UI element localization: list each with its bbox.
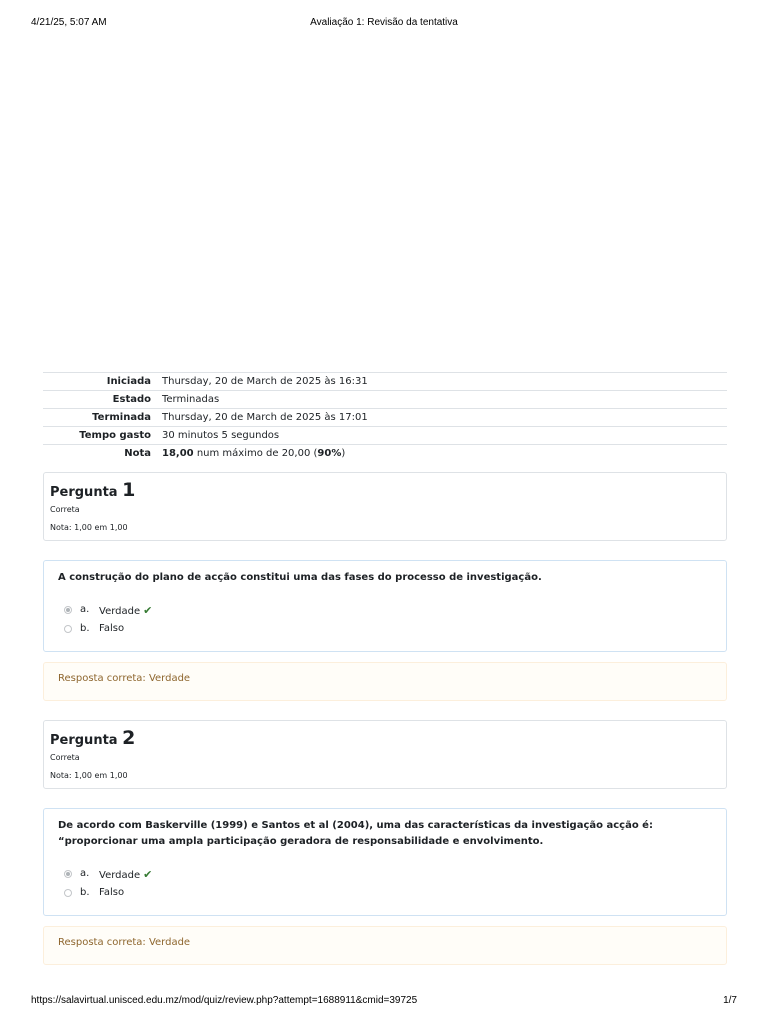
question-2-feedback [43,926,727,965]
radio-icon[interactable] [64,606,72,614]
answer-letter: a. [80,868,90,879]
summary-row-grade [43,445,727,463]
grade-max: num máximo de 20,00 ( [193,447,318,459]
grade-close: ) [341,447,346,459]
answer-text: Verdade [99,870,141,881]
question-title [50,727,135,749]
summary-label: Estado [112,393,151,405]
print-page-number: 1/7 [723,995,737,1006]
question-2-info [43,720,727,789]
question-1-feedback [43,662,727,701]
question-1-formulation [43,560,727,652]
summary-value: 30 minutos 5 segundos [162,429,280,441]
question-title [50,479,135,501]
question-2-formulation [43,808,727,916]
answer-letter: b. [80,887,90,898]
summary-row-time-taken [43,427,727,445]
print-datetime: 4/21/25, 5:07 AM [31,17,107,28]
summary-value [157,445,727,463]
check-icon: ✔ [143,604,153,617]
summary-row-started [43,373,727,391]
grade-percent: 90% [317,447,342,459]
question-text: A construção do plano de acção constitui uma das fases do processo de investigação. [58,572,542,583]
right-answer: Resposta correta: Verdade [58,937,191,948]
print-header [0,17,768,31]
question-number: 2 [122,727,136,749]
print-url: https://salavirtual.unisced.edu.mz/mod/quiz/review.php?attempt=1688911&cmid=39725 [31,995,418,1006]
summary-label: Iniciada [106,375,151,387]
question-grade: Nota: 1,00 em 1,00 [50,771,128,780]
question-state: Correta [50,505,80,514]
radio-icon[interactable] [64,889,72,897]
answer-text: Falso [99,623,125,634]
question-text: De acordo com Baskerville (1999) e Santos et al (2004), uma das características da investigação acção é: “proporcionar uma ampla participação geradora de responsabilidade e envolvimento. [58,820,653,847]
print-footer [0,995,768,1009]
question-grade: Nota: 1,00 em 1,00 [50,523,128,532]
radio-icon[interactable] [64,625,72,633]
question-number: 1 [122,479,136,501]
summary-label: Tempo gasto [79,429,151,441]
summary-label: Terminada [92,411,151,423]
attempt-summary-table [43,372,727,462]
check-icon: ✔ [143,868,153,881]
answer-text: Verdade [99,606,141,617]
answer-letter: b. [80,623,90,634]
summary-label: Nota [124,447,151,459]
grade-score: 18,00 [162,447,194,459]
question-word: Pergunta [50,485,118,500]
summary-row-finished [43,409,727,427]
answer-text: Falso [99,887,125,898]
summary-value: Thursday, 20 de March de 2025 às 17:01 [162,411,368,423]
question-word: Pergunta [50,733,118,748]
answer-letter: a. [80,604,90,615]
question-1-info [43,472,727,541]
summary-value: Terminadas [162,393,220,405]
summary-row-state [43,391,727,409]
right-answer: Resposta correta: Verdade [58,673,191,684]
summary-value: Thursday, 20 de March de 2025 às 16:31 [162,375,368,387]
question-state: Correta [50,753,80,762]
print-page-title: Avaliação 1: Revisão da tentativa [310,17,458,28]
radio-icon[interactable] [64,870,72,878]
